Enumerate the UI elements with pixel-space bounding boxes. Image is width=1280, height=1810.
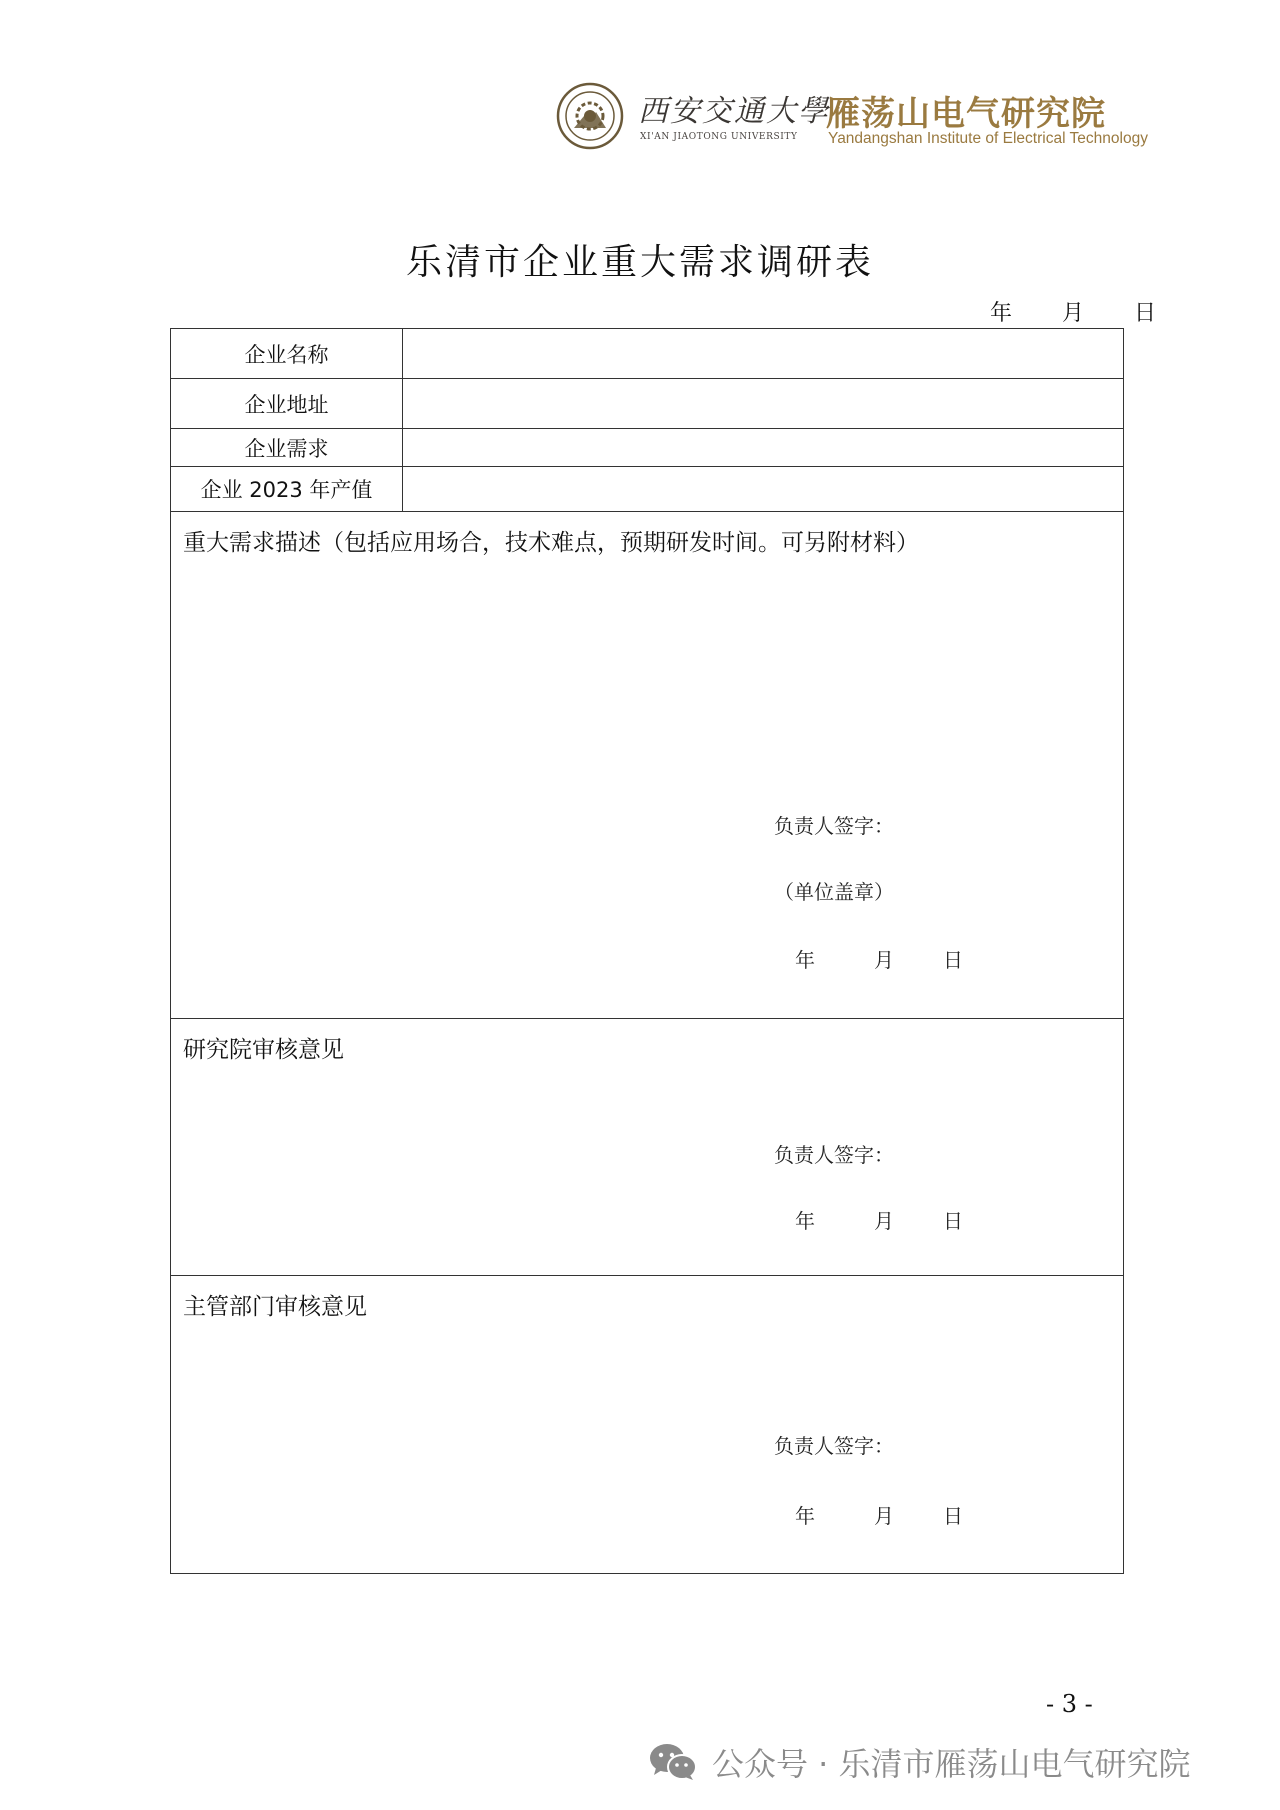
company-address-field[interactable] xyxy=(403,379,1123,428)
table-row xyxy=(171,429,1123,467)
output-value-field[interactable] xyxy=(403,467,1123,511)
company-demand-field[interactable] xyxy=(403,429,1123,466)
signature-label: 负责人签字： xyxy=(774,1434,894,1458)
table-row xyxy=(171,467,1123,512)
signature-label: 负责人签字： xyxy=(774,1143,894,1167)
month-label: 月 xyxy=(874,1504,894,1528)
date-day: 日 xyxy=(1134,301,1157,326)
institute-name-en: Yandangshan Institute of Electrical Technology xyxy=(828,130,1148,147)
wechat-icon xyxy=(648,1742,698,1782)
demand-description-section[interactable] xyxy=(171,512,1123,1019)
institute-review-section[interactable] xyxy=(171,1019,1123,1276)
university-seal-icon xyxy=(556,82,624,150)
year-label: 年 xyxy=(795,948,815,972)
date-year: 年 xyxy=(990,301,1013,326)
company-name-field[interactable] xyxy=(403,329,1123,378)
university-name-en: XI'AN JIAOTONG UNIVERSITY xyxy=(640,132,798,142)
day-label: 日 xyxy=(943,1209,963,1233)
watermark-text: 公众号 · 乐清市雁荡山电气研究院 xyxy=(712,1745,1191,1783)
month-label: 月 xyxy=(874,1209,894,1233)
signature-label: 负责人签字： xyxy=(774,814,894,838)
table-row xyxy=(171,379,1123,429)
page-number: - 3 - xyxy=(1046,1690,1093,1718)
company-demand-label: 企业需求 xyxy=(171,429,403,466)
header-date xyxy=(990,296,1156,327)
institute-name: 雁荡山电气研究院 xyxy=(826,94,1106,134)
authority-review-section[interactable] xyxy=(171,1276,1123,1573)
company-name-label: 企业名称 xyxy=(171,329,403,378)
year-label: 年 xyxy=(795,1504,815,1528)
demand-description-label: 重大需求描述（包括应用场合，技术难点，预期研发时间。可另附材料） xyxy=(183,530,919,556)
day-label: 日 xyxy=(943,948,963,972)
year-label: 年 xyxy=(795,1209,815,1233)
survey-form-table xyxy=(170,328,1124,1574)
university-name: 西安交通大學 xyxy=(638,94,830,129)
document-title: 乐清市企业重大需求调研表 xyxy=(405,242,874,283)
authority-review-label: 主管部门审核意见 xyxy=(183,1294,367,1320)
day-label: 日 xyxy=(943,1504,963,1528)
letterhead xyxy=(556,80,1176,154)
wechat-watermark xyxy=(648,1740,1191,1784)
institute-review-label: 研究院审核意见 xyxy=(183,1037,344,1063)
output-value-label: 企业 2023 年产值 xyxy=(171,467,403,511)
stamp-label: （单位盖章） xyxy=(774,880,894,904)
company-address-label: 企业地址 xyxy=(171,379,403,428)
month-label: 月 xyxy=(874,948,894,972)
table-row xyxy=(171,329,1123,379)
date-month: 月 xyxy=(1062,301,1085,326)
